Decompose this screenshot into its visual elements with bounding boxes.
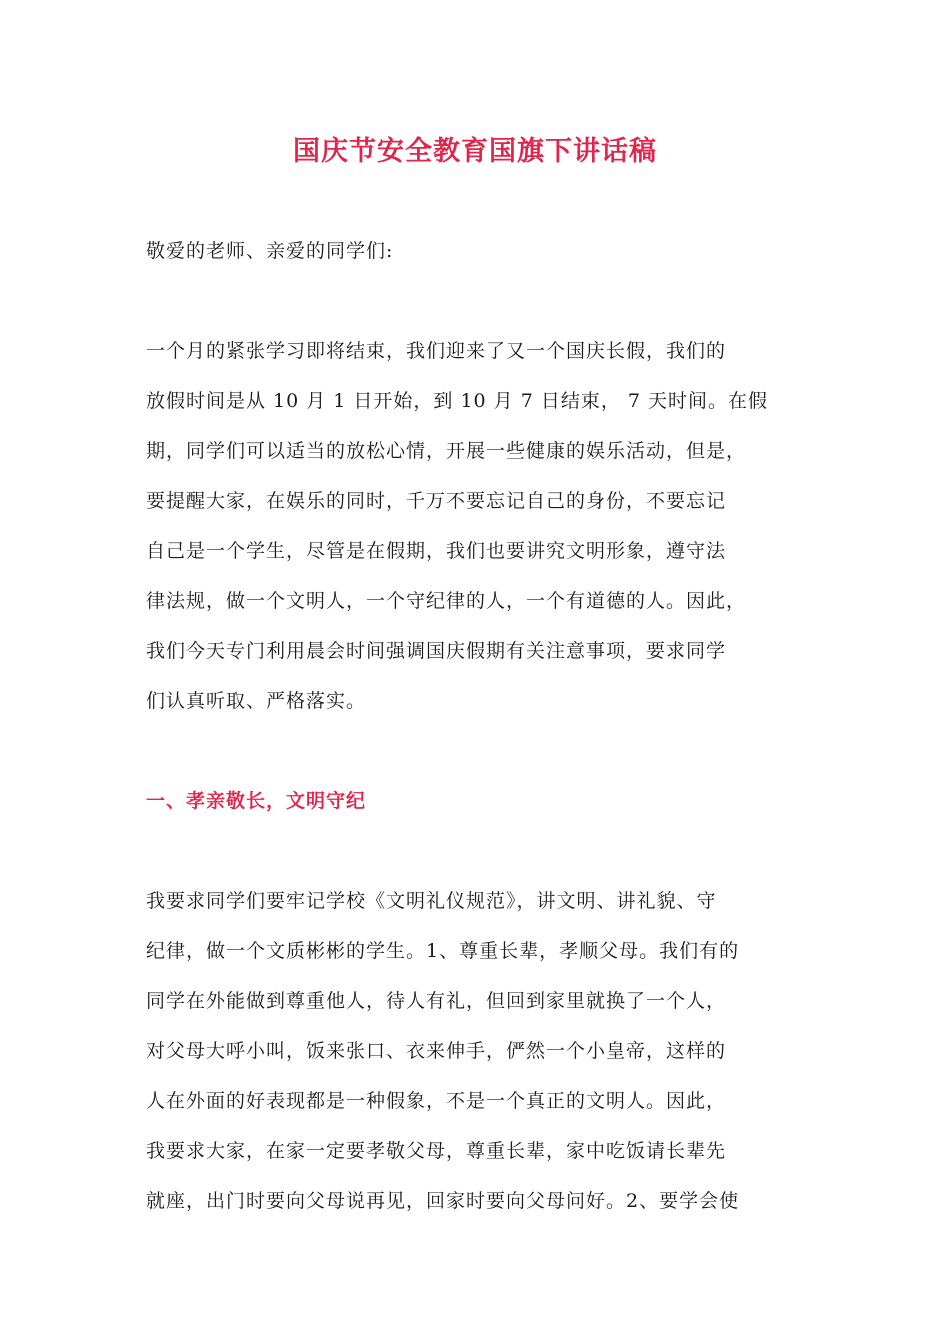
paragraph-line: 我要求大家，在家一定要孝敬父母，尊重长辈，家中吃饭请长辈先 — [146, 1140, 727, 1162]
paragraph-line: 放假时间是从 10 月 1 日开始，到 10 月 7 日结束， 7 天时间。在假 — [146, 390, 769, 412]
paragraph-line: 自己是一个学生，尽管是在假期，我们也要讲究文明形象，遵守法 — [146, 540, 727, 562]
paragraph-section1 — [146, 886, 810, 1236]
page-title: 国庆节安全教育国旗下讲话稿 — [293, 136, 657, 167]
paragraph-line: 同学在外能做到尊重他人，待人有礼，但回到家里就换了一个人， — [146, 990, 727, 1012]
paragraph-line: 我要求同学们要牢记学校《文明礼仪规范》，讲文明、讲礼貌、守 — [146, 890, 717, 912]
paragraph-line: 纪律，做一个文质彬彬的学生。1、尊重长辈，孝顺父母。我们有的 — [146, 940, 740, 962]
paragraph-line: 们认真听取、严格落实。 — [146, 690, 367, 712]
section-heading: 一、孝亲敬长，文明守纪 — [146, 790, 367, 812]
paragraph-line: 人在外面的好表现都是一种假象，不是一个真正的文明人。因此， — [146, 1090, 727, 1112]
paragraph-line: 我们今天专门利用晨会时间强调国庆假期有关注意事项，要求同学 — [146, 640, 727, 662]
paragraph-line: 一个月的紧张学习即将结束，我们迎来了又一个国庆长假，我们的 — [146, 340, 727, 362]
paragraph-line: 期，同学们可以适当的放松心情，开展一些健康的娱乐活动，但是， — [146, 440, 747, 462]
paragraph-line: 律法规，做一个文明人，一个守纪律的人，一个有道德的人。因此， — [146, 590, 747, 612]
salutation: 敬爱的老师、亲爱的同学们: — [146, 240, 394, 262]
paragraph-line: 对父母大呼小叫，饭来张口、衣来伸手，俨然一个小皇帝，这样的 — [146, 1040, 727, 1062]
paragraph-intro — [146, 336, 810, 736]
paragraph-line: 就座，出门时要向父母说再见，回家时要向父母问好。2、要学会使 — [146, 1190, 740, 1212]
paragraph-line: 要提醒大家，在娱乐的同时，千万不要忘记自己的身份，不要忘记 — [146, 490, 727, 512]
